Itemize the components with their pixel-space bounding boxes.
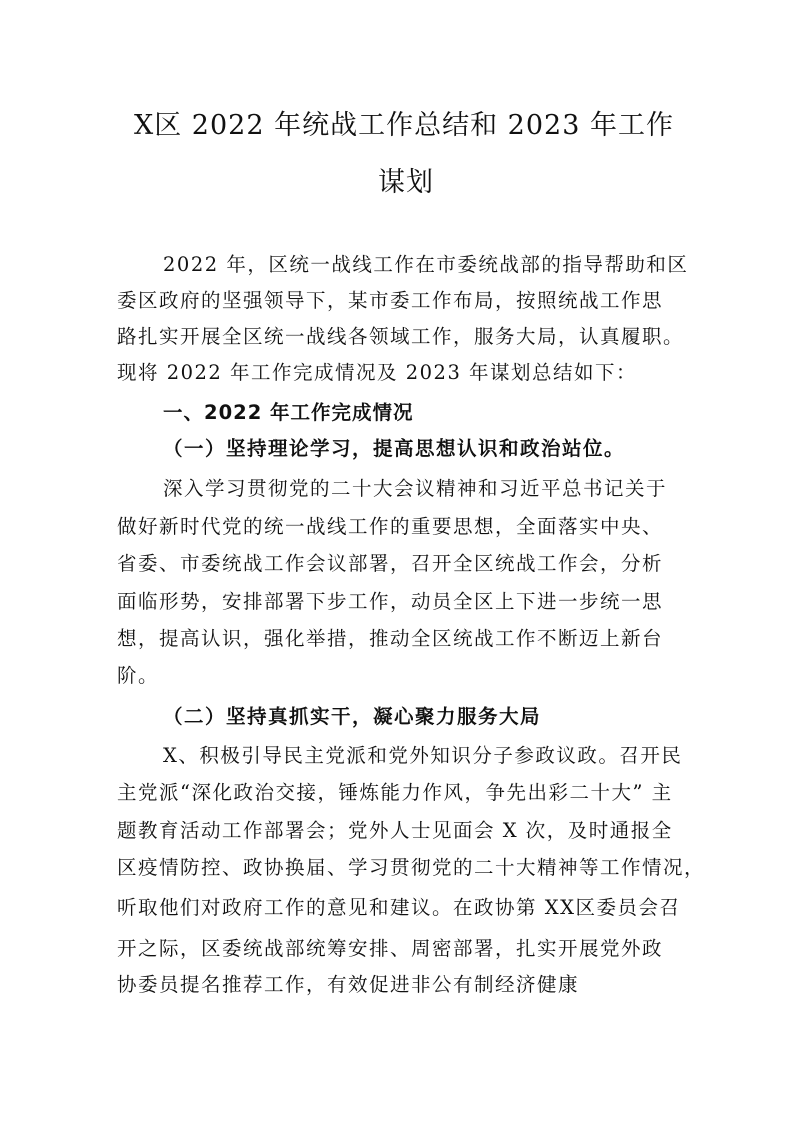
paragraph-line: 深入学习贯彻党的二十大会议精神和习近平总书记关于 — [163, 477, 668, 500]
paragraph-line: 现将 2022 年工作完成情况及 2023 年谋划总结如下： — [117, 361, 638, 384]
subsection-heading-1: （一）坚持理论学习，提高思想认识和政治站位。 — [163, 437, 626, 460]
paragraph-line: 主党派“深化政治交接，锤炼能力作风，争先出彩二十大” 主 — [117, 781, 673, 804]
paragraph-line: 想，提高认识，强化举措，推动全区统战工作不断迈上新台 — [117, 627, 664, 650]
paragraph-line: 委区政府的坚强领导下，某市委工作布局，按照统战工作思 — [117, 289, 664, 312]
paragraph-line: 省委、市委统战工作会议部署，召开全区统战工作会，分析 — [117, 552, 664, 575]
paragraph-line: 2022 年，区统一战线工作在市委统战部的指导帮助和区 — [163, 253, 689, 276]
paragraph-line: 听取他们对政府工作的意见和建议。在政协第 XX区委员会召 — [117, 896, 681, 919]
section-heading-1: 一、2022 年工作完成情况 — [163, 401, 414, 424]
paragraph-line: 面临形势，安排部署下步工作，动员全区上下进一步统一思 — [117, 590, 664, 613]
paragraph-line: 路扎实开展全区统一战线各领域工作，服务大局，认真履职。 — [117, 325, 685, 348]
paragraph-line: 阶。 — [117, 664, 160, 687]
document-title-line-2: 谋划 — [378, 167, 434, 198]
paragraph-line: 协委员提名推荐工作，有效促进非公有制经济健康 — [117, 973, 580, 996]
paragraph-line: 开之际，区委统战部统筹安排、周密部署，扎实开展党外政 — [117, 937, 664, 960]
paragraph-line: 区疫情防控、政协换届、学习贯彻党的二十大精神等工作情况， — [117, 856, 706, 879]
paragraph-line: X、积极引导民主党派和党外知识分子参政议政。召开民 — [163, 744, 683, 767]
paragraph-line: 做好新时代党的统一战线工作的重要思想，全面落实中央、 — [117, 515, 664, 538]
document-title-line-1: X区 2022 年统战工作总结和 2023 年工作 — [134, 110, 674, 141]
paragraph-line: 题教育活动工作部署会；党外人士见面会 X 次，及时通报全 — [117, 819, 673, 842]
subsection-heading-2: （二）坚持真抓实干，凝心聚力服务大局 — [163, 705, 542, 728]
